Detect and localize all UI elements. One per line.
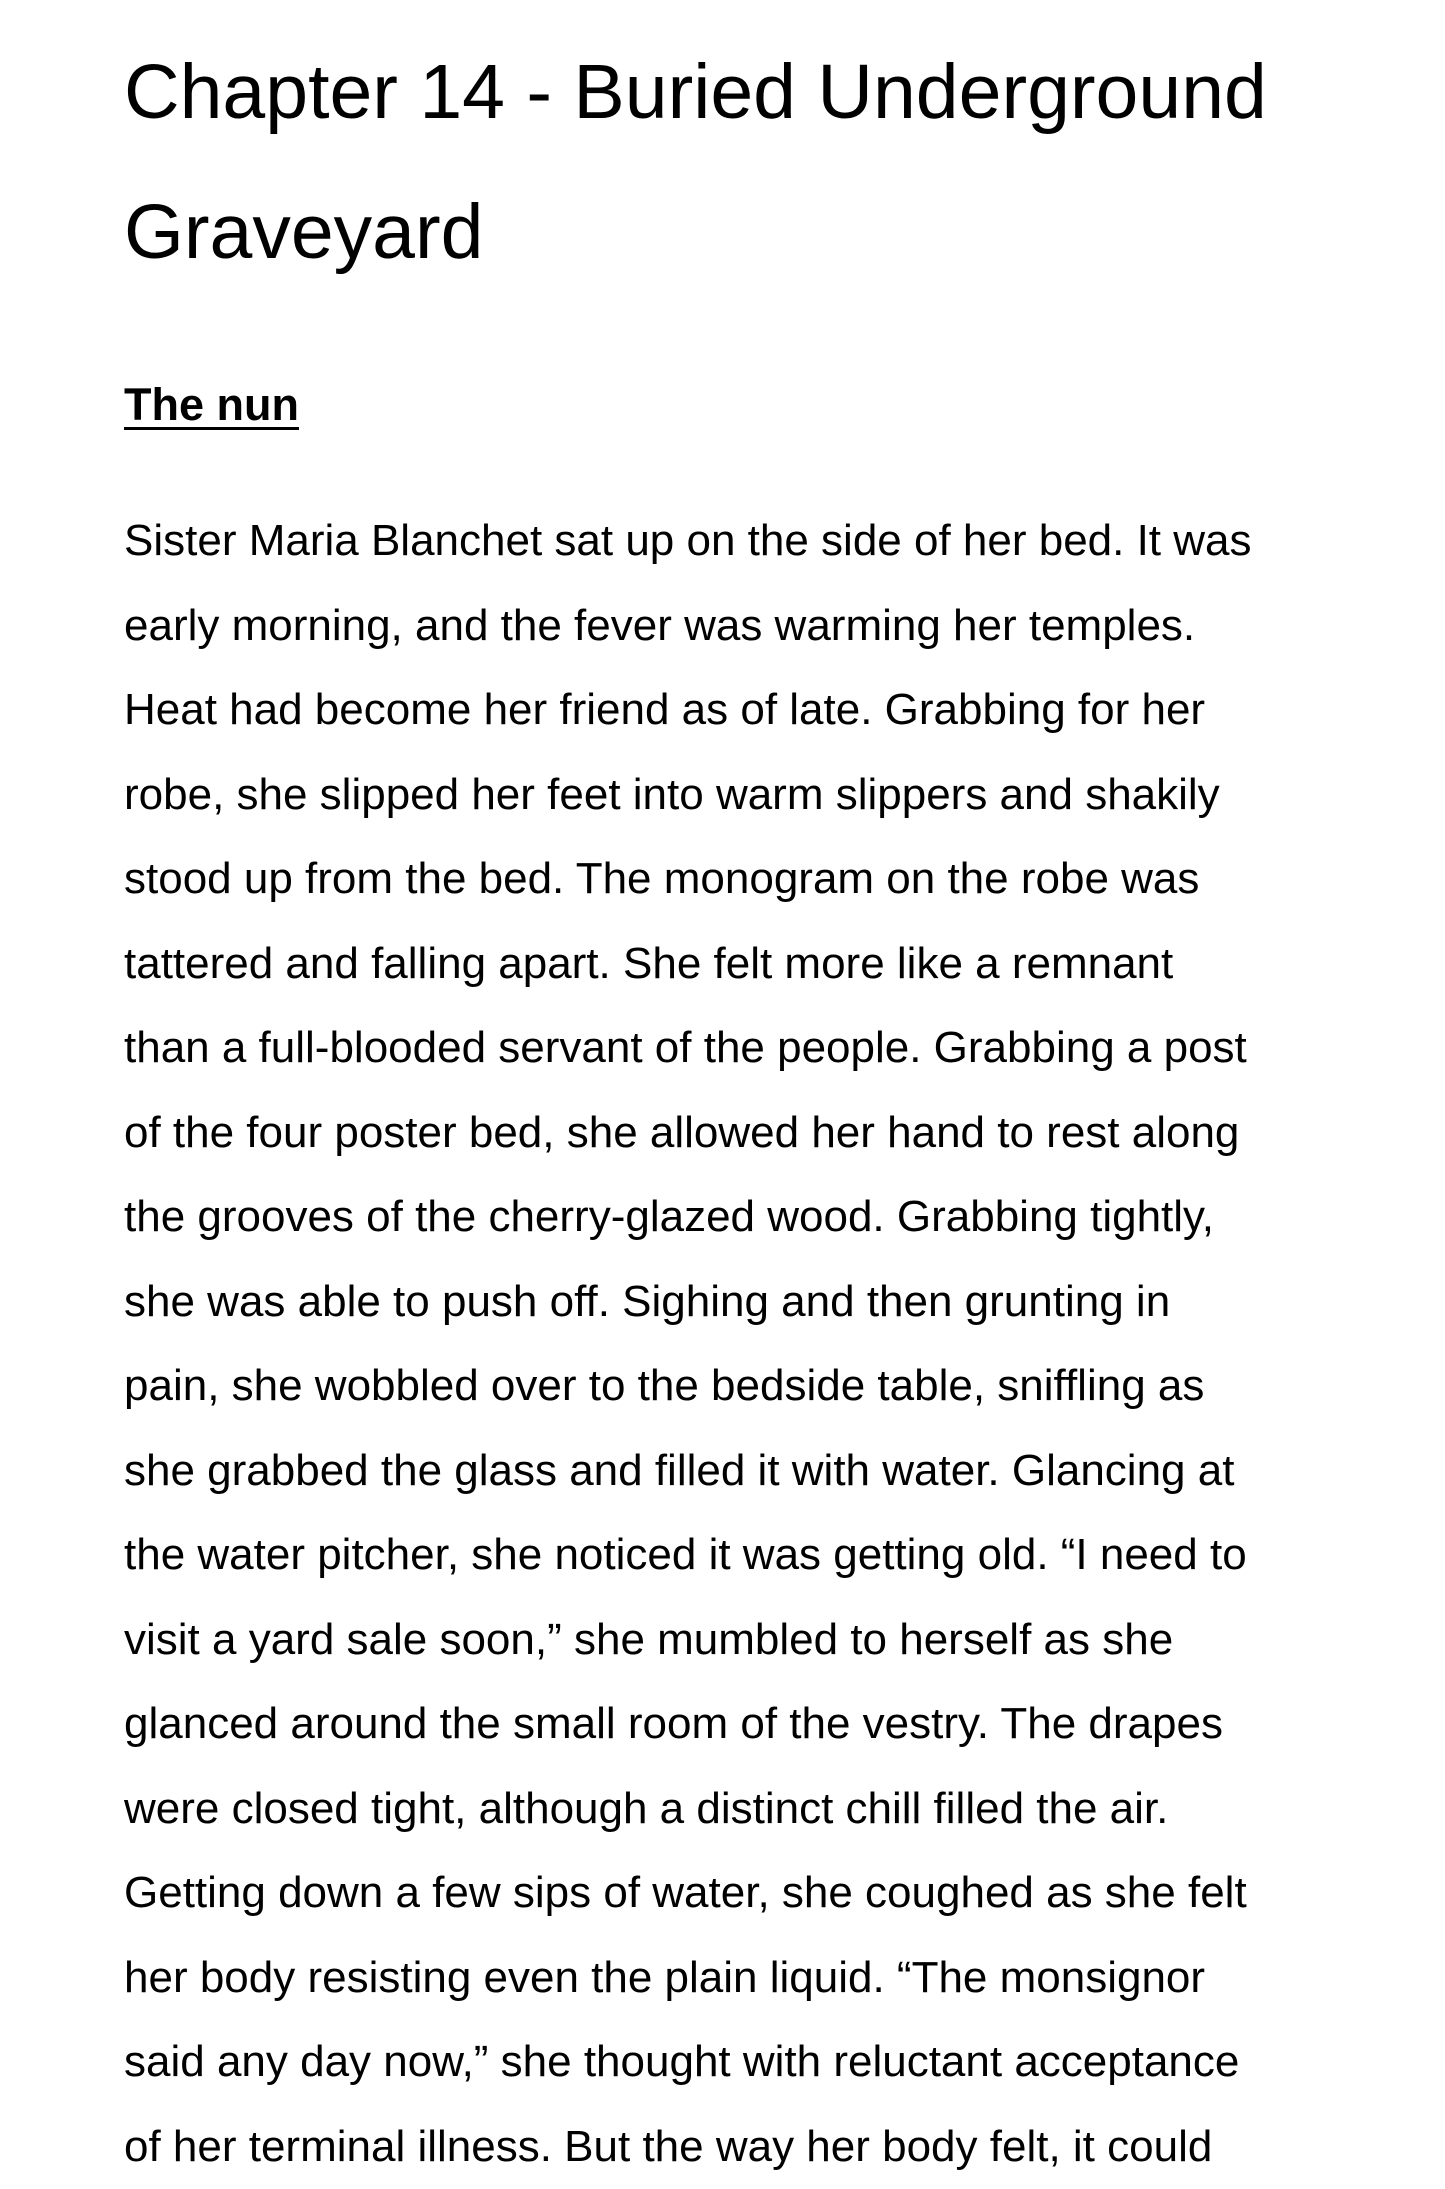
body-line: stood up from the bed. The monogram on the robe was (124, 837, 1384, 922)
document-page (124, 0, 1384, 2189)
body-line: of her terminal illness. But the way her body felt, it could (124, 2105, 1384, 2189)
body-line: glanced around the small room of the vestry. The drapes (124, 1682, 1384, 1767)
body-line: Getting down a few sips of water, she coughed as she felt (124, 1851, 1384, 1936)
body-line: were closed tight, although a distinct chill filled the air. (124, 1767, 1384, 1852)
body-line: Heat had become her friend as of late. Grabbing for her (124, 668, 1384, 753)
body-line: early morning, and the fever was warming her temples. (124, 584, 1384, 669)
body-line: the water pitcher, she noticed it was getting old. “I need to (124, 1513, 1384, 1598)
body-line: said any day now,” she thought with reluctant acceptance (124, 2020, 1384, 2105)
body-paragraph (124, 499, 1384, 2189)
chapter-title-line-2: Graveyard (124, 162, 1384, 302)
body-line: than a full-blooded servant of the people. Grabbing a post (124, 1006, 1384, 1091)
chapter-title-line-1: Chapter 14 - Buried Underground (124, 22, 1384, 162)
body-line: she was able to push off. Sighing and then grunting in (124, 1260, 1384, 1345)
body-line: Sister Maria Blanchet sat up on the side of her bed. It was (124, 499, 1384, 584)
body-line: pain, she wobbled over to the bedside table, sniffling as (124, 1344, 1384, 1429)
body-line: robe, she slipped her feet into warm slippers and shakily (124, 753, 1384, 838)
section-heading: The nun (124, 375, 1384, 435)
body-line: visit a yard sale soon,” she mumbled to herself as she (124, 1598, 1384, 1683)
chapter-title (124, 0, 1384, 302)
body-line: of the four poster bed, she allowed her hand to rest along (124, 1091, 1384, 1176)
body-line: tattered and falling apart. She felt more like a remnant (124, 922, 1384, 1007)
body-line: her body resisting even the plain liquid. “The monsignor (124, 1936, 1384, 2021)
body-line: the grooves of the cherry-glazed wood. Grabbing tightly, (124, 1175, 1384, 1260)
body-line: she grabbed the glass and filled it with water. Glancing at (124, 1429, 1384, 1514)
